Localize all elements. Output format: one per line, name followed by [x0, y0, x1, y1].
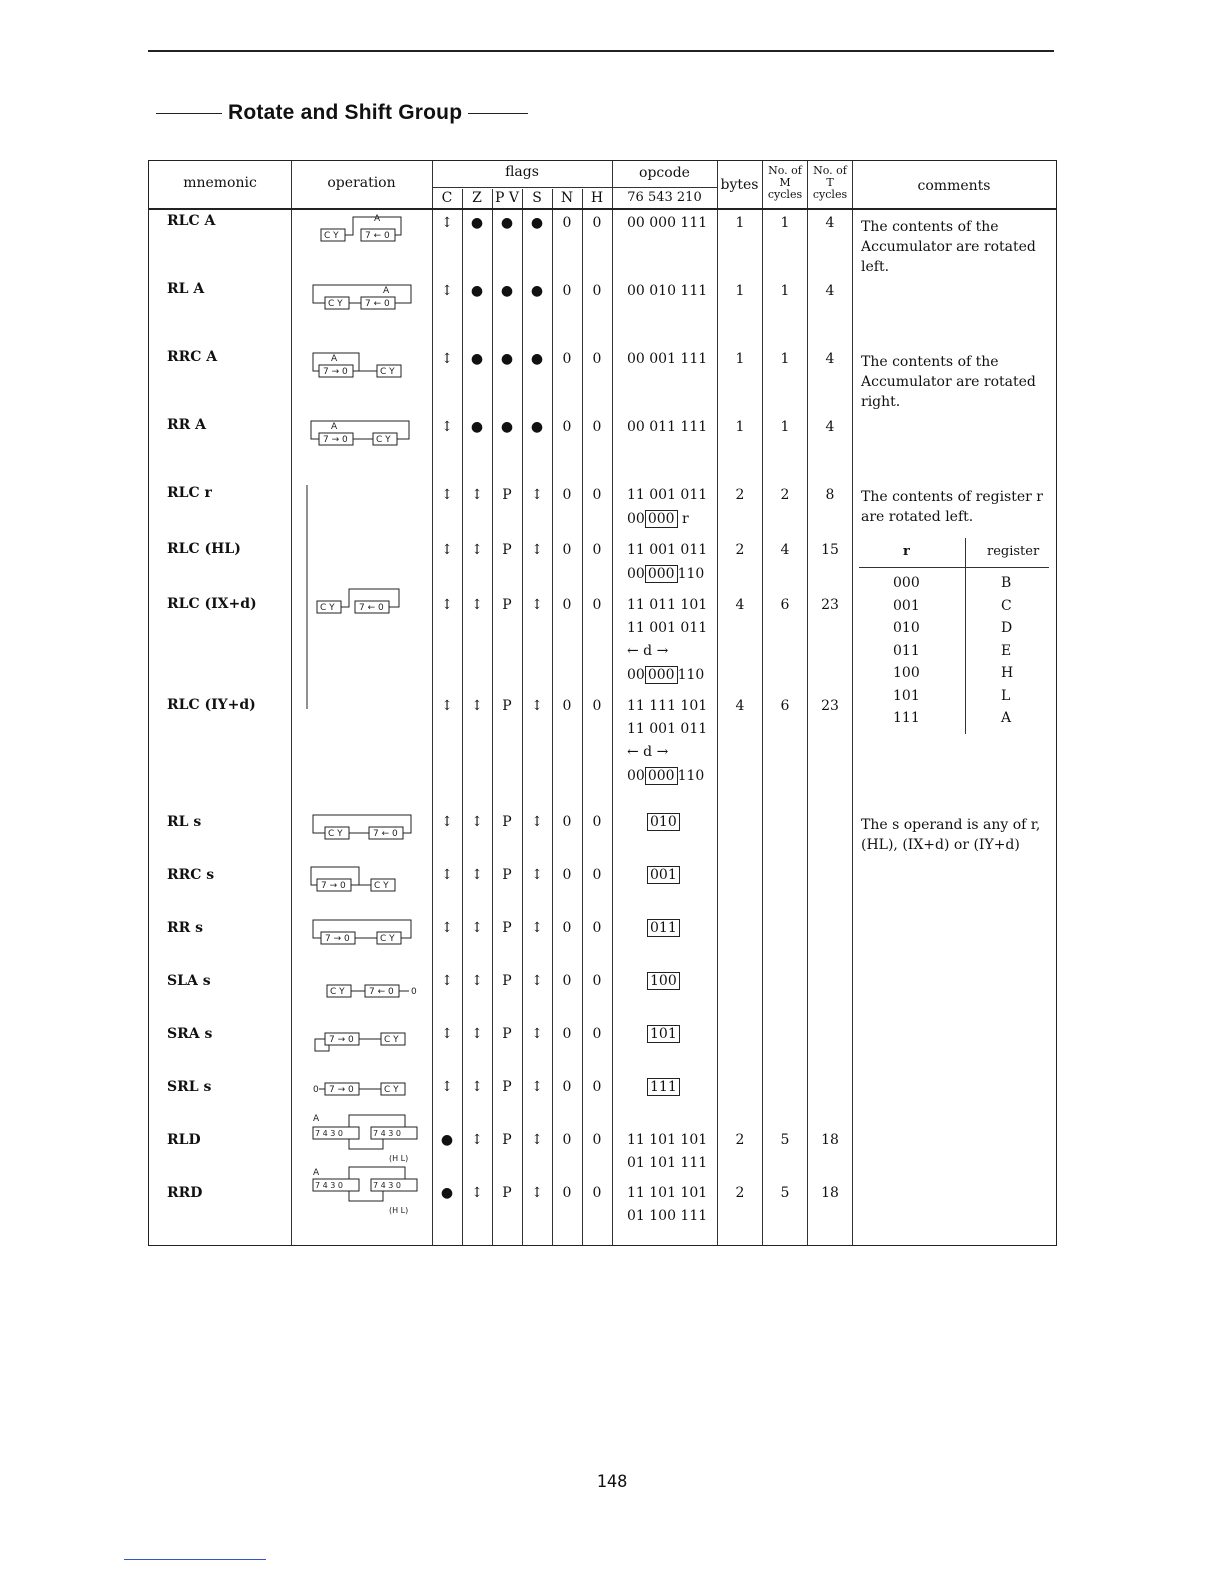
flag-cell: 0 — [592, 814, 602, 830]
diagram-rld — [313, 1114, 417, 1163]
svg-text:C Y: C Y — [384, 1085, 399, 1095]
flag-cell: 0 — [592, 698, 602, 714]
opcode-suffix: 110 — [677, 768, 705, 784]
flag-cell: ↕ — [471, 1079, 483, 1095]
flag-cell: 0 — [562, 973, 572, 989]
opcode-boxed-bits: 011 — [647, 919, 680, 937]
col-sep — [807, 161, 808, 1245]
svg-text:0: 0 — [411, 987, 417, 997]
svg-text:A: A — [331, 354, 338, 364]
footer-link-rule — [124, 1559, 266, 1560]
mnemonic-cell: RR s — [167, 920, 204, 936]
register-divider — [965, 538, 966, 734]
flag-cell: ↕ — [441, 973, 453, 989]
instruction-table — [148, 160, 1057, 1246]
flag-cell: P — [502, 973, 512, 989]
flag-cell: 0 — [592, 867, 602, 883]
register-col-r: r — [903, 544, 910, 559]
flag-cell: 0 — [592, 351, 602, 367]
opcode-cell — [627, 667, 704, 683]
flag-cell: P — [502, 1026, 512, 1042]
flag-cell: ● — [470, 419, 484, 435]
t-cycles-cell: 23 — [821, 698, 839, 714]
flag-cell: ↕ — [531, 597, 543, 613]
svg-text:7 4 3 0: 7 4 3 0 — [373, 1181, 401, 1190]
flag-cell: 0 — [562, 1026, 572, 1042]
operation-diagrams — [299, 209, 429, 1245]
m-cycles-cell: 5 — [780, 1185, 790, 1201]
m-cycles-cell: 4 — [780, 542, 790, 558]
svg-text:(H L): (H L) — [389, 1154, 409, 1163]
bytes-cell: 4 — [735, 597, 745, 613]
opcode-cell: 01 101 111 — [627, 1155, 708, 1171]
opcode-boxed-bits: 000 — [645, 666, 678, 684]
opcode-boxed-bits: 000 — [645, 510, 678, 528]
header-operation: operation — [327, 175, 396, 191]
register-code: 100 — [893, 665, 920, 681]
mnemonic-cell: RLC (IX+d) — [167, 596, 257, 612]
flag-cell: ● — [500, 351, 514, 367]
bytes-cell: 1 — [735, 283, 745, 299]
flag-cell: P — [502, 487, 512, 503]
flag-cell: ● — [470, 351, 484, 367]
flag-cell: ↕ — [441, 542, 453, 558]
diagram-srl-s — [313, 1083, 405, 1095]
m-cycles-cell: 1 — [780, 283, 790, 299]
flag-cell: ● — [470, 215, 484, 231]
t-cycles-cell: 8 — [825, 487, 835, 503]
flag-cell: ↕ — [471, 1132, 483, 1148]
opcode-cell: 11 101 101 — [627, 1185, 708, 1201]
header-flag-c: C — [441, 190, 453, 206]
svg-text:C Y: C Y — [328, 299, 343, 309]
flag-cell: ↕ — [471, 597, 483, 613]
t-cycles-cell: 18 — [821, 1132, 839, 1148]
flag-cell: ↕ — [471, 487, 483, 503]
opcode-boxed-bits: 000 — [645, 767, 678, 785]
svg-text:7 → 0: 7 → 0 — [329, 1085, 354, 1095]
diagram-acc-label: A — [374, 214, 381, 224]
flag-cell: 0 — [592, 973, 602, 989]
t-cycles-cell: 4 — [825, 215, 835, 231]
opcode-boxed-bits: 100 — [647, 972, 680, 990]
t-cycles-cell: 15 — [821, 542, 839, 558]
page-number: 148 — [596, 1472, 628, 1492]
mnemonic-cell: RR A — [167, 417, 207, 433]
flag-cell: ↕ — [441, 215, 453, 231]
flag-cell: ↕ — [471, 814, 483, 830]
flag-cell: ↕ — [471, 920, 483, 936]
flag-cell: 0 — [562, 597, 572, 613]
flag-cell: ↕ — [531, 867, 543, 883]
m-cycles-cell: 5 — [780, 1132, 790, 1148]
flag-cell: P — [502, 698, 512, 714]
section-title-text: Rotate and Shift Group — [228, 101, 463, 124]
flag-cell: 0 — [592, 1026, 602, 1042]
flag-cell: ↕ — [441, 920, 453, 936]
flag-cell: 0 — [562, 698, 572, 714]
diagram-rrc-s — [311, 867, 395, 891]
register-code: 000 — [893, 575, 920, 591]
flag-cell: ● — [530, 419, 544, 435]
header-flag-h: H — [590, 190, 604, 206]
register-code: 010 — [893, 620, 920, 636]
col-sep — [612, 161, 613, 1245]
comment-rotate-left: The contents of the Accumulator are rotated left. — [861, 219, 1036, 275]
flag-cell: 0 — [562, 542, 572, 558]
svg-text:C Y: C Y — [384, 1035, 399, 1045]
mnemonic-cell: RLC (HL) — [167, 541, 241, 557]
svg-text:7 4 3 0: 7 4 3 0 — [373, 1129, 401, 1138]
diagram-rrd — [313, 1167, 417, 1215]
register-code: 011 — [893, 642, 920, 659]
flag-cell: ↕ — [471, 698, 483, 714]
header-flag-z: Z — [472, 190, 482, 206]
header-flag-pv: P V — [495, 190, 519, 206]
flag-cell: ↕ — [531, 973, 543, 989]
diagram-sra-s — [315, 1033, 405, 1051]
flag-cell: 0 — [562, 1079, 572, 1095]
flag-cell: ↕ — [471, 542, 483, 558]
register-col-register: register — [987, 544, 1040, 559]
t-cycles-cell: 18 — [821, 1185, 839, 1201]
opcode-boxed-bits: 010 — [647, 813, 680, 831]
svg-text:A: A — [383, 286, 390, 296]
m-cycles-cell: 6 — [780, 597, 790, 613]
opcode-displacement: ← d → — [627, 744, 669, 760]
flag-cell: ● — [530, 351, 544, 367]
svg-text:C Y: C Y — [380, 934, 395, 944]
register-name: B — [1001, 575, 1012, 591]
flag-cell: ↕ — [441, 283, 453, 299]
flag-cell: ● — [500, 215, 514, 231]
header-flags: flags — [505, 164, 539, 180]
svg-text:7 ← 0: 7 ← 0 — [373, 829, 398, 839]
flag-cell: P — [502, 1185, 512, 1201]
col-sep — [717, 161, 718, 1245]
m-cycles-cell: 1 — [780, 351, 790, 367]
title-dash-right — [468, 113, 528, 115]
flag-cell: ↕ — [531, 1132, 543, 1148]
flag-cell: ↕ — [441, 419, 453, 435]
mnemonic-cell: RL A — [167, 281, 205, 297]
flag-cell: ↕ — [441, 487, 453, 503]
svg-text:A: A — [313, 1114, 320, 1124]
register-name: E — [1001, 642, 1012, 659]
svg-text:C Y: C Y — [374, 881, 389, 891]
svg-text:7 → 0: 7 → 0 — [323, 435, 348, 445]
svg-text:7 → 0: 7 → 0 — [329, 1035, 354, 1045]
diagram-rr-a — [311, 421, 409, 445]
svg-text:7 → 0: 7 → 0 — [325, 934, 350, 944]
opcode-cell: 00 001 111 — [627, 351, 708, 367]
svg-text:C Y: C Y — [380, 367, 395, 377]
bytes-cell: 1 — [735, 215, 745, 231]
register-name: A — [1001, 710, 1012, 726]
flag-cell: P — [502, 867, 512, 883]
flag-cell: 0 — [562, 867, 572, 883]
flag-cell: 0 — [562, 487, 572, 503]
svg-text:7 ← 0: 7 ← 0 — [369, 987, 394, 997]
opcode-suffix: r — [682, 511, 689, 527]
mnemonic-cell: RRC s — [167, 867, 215, 883]
opcode-cell: 00 000 111 — [627, 215, 708, 231]
flag-cell: ● — [470, 283, 484, 299]
t-cycles-cell: 4 — [825, 351, 835, 367]
opcode-boxed-bits: 101 — [647, 1025, 680, 1043]
flags-subline — [432, 187, 612, 188]
flag-cell: 0 — [592, 542, 602, 558]
svg-text:C Y: C Y — [328, 829, 343, 839]
svg-text:7 4 3 0: 7 4 3 0 — [315, 1129, 343, 1138]
opcode-suffix: 110 — [677, 667, 705, 683]
t-cycles-cell: 23 — [821, 597, 839, 613]
flag-cell: 0 — [592, 419, 602, 435]
opcode-cell — [627, 566, 704, 582]
bytes-cell: 2 — [735, 1132, 745, 1148]
diagram-rl-a — [313, 285, 411, 309]
t-cycles-cell: 4 — [825, 419, 835, 435]
svg-text:A: A — [313, 1168, 320, 1178]
mnemonic-cell: RLC r — [167, 485, 212, 501]
opcode-boxed-bits: 000 — [645, 565, 678, 583]
flag-cell: 0 — [592, 487, 602, 503]
flag-cell: ↕ — [471, 1185, 483, 1201]
flag-cell: 0 — [592, 283, 602, 299]
flag-cell: ↕ — [531, 698, 543, 714]
top-rule — [148, 50, 1054, 52]
opcode-boxed-bits: 111 — [647, 1078, 680, 1096]
register-name: L — [1001, 687, 1011, 704]
flag-cell: ↕ — [471, 973, 483, 989]
flag-cell: ● — [530, 283, 544, 299]
register-name: C — [1001, 597, 1012, 614]
mnemonic-cell: SRL s — [167, 1079, 212, 1095]
svg-text:7 4 3 0: 7 4 3 0 — [315, 1181, 343, 1190]
col-sep — [291, 161, 292, 1245]
flag-cell: ↕ — [441, 814, 453, 830]
bytes-cell: 2 — [735, 542, 745, 558]
opcode-cell: 11 001 011 — [627, 542, 708, 558]
flag-cell: ↕ — [441, 867, 453, 883]
opcode-prefix: 00 — [627, 566, 645, 582]
flag-cell: ↕ — [531, 1185, 543, 1201]
opcode-subline — [612, 187, 717, 188]
flag-sep — [462, 189, 463, 1245]
opcode-cell: 01 100 111 — [627, 1208, 708, 1224]
mnemonic-cell: RRD — [167, 1185, 203, 1201]
flag-cell: ↕ — [531, 487, 543, 503]
flag-cell: ↕ — [441, 698, 453, 714]
flag-sep — [492, 189, 493, 1245]
diagram-rr-s — [313, 920, 411, 944]
register-name: H — [1001, 665, 1014, 681]
header-flag-s: S — [532, 190, 542, 206]
flag-cell: 0 — [592, 920, 602, 936]
svg-text:C Y: C Y — [330, 987, 345, 997]
flag-cell: ● — [440, 1132, 454, 1148]
flag-cell: ↕ — [531, 1026, 543, 1042]
m-cycles-cell: 1 — [780, 419, 790, 435]
header-m-cycles: No. of M cycles — [767, 164, 803, 201]
t-cycles-cell: 4 — [825, 283, 835, 299]
flag-cell: ↕ — [531, 542, 543, 558]
header-opcode: opcode — [639, 165, 690, 181]
comment-rotate-right: The contents of the Accumulator are rotated right. — [861, 354, 1036, 410]
bytes-cell: 1 — [735, 351, 745, 367]
flag-sep — [552, 189, 553, 1245]
diagram-rl-s — [313, 815, 411, 839]
register-code: 001 — [893, 597, 920, 614]
header-mnemonic: mnemonic — [183, 175, 257, 191]
mnemonic-cell: SRA s — [167, 1026, 213, 1042]
flag-cell: ↕ — [471, 867, 483, 883]
header-flag-n: N — [560, 190, 574, 206]
bytes-cell: 2 — [735, 487, 745, 503]
flag-cell: ↕ — [471, 1026, 483, 1042]
section-title — [150, 101, 534, 125]
flag-cell: ↕ — [441, 351, 453, 367]
header-t-cycles: No. of T cycles — [812, 164, 848, 201]
mnemonic-cell: RLC A — [167, 213, 216, 229]
bytes-cell: 1 — [735, 419, 745, 435]
flag-cell: ↕ — [531, 1079, 543, 1095]
opcode-cell: 11 101 101 — [627, 1132, 708, 1148]
flag-cell: 0 — [592, 1185, 602, 1201]
flag-cell: P — [502, 542, 512, 558]
svg-text:7 ← 0: 7 ← 0 — [359, 603, 384, 613]
opcode-cell: 11 001 011 — [627, 721, 708, 737]
mnemonic-cell: SLA s — [167, 973, 211, 989]
flag-cell: 0 — [562, 1132, 572, 1148]
mnemonic-cell: RLC (IY+d) — [167, 697, 256, 713]
opcode-suffix: 110 — [677, 566, 705, 582]
comment-s-operand: The s operand is any of r, (HL), (IX+d) or (IY+d) — [861, 817, 1041, 853]
flag-cell: P — [502, 1132, 512, 1148]
register-name: D — [1001, 620, 1013, 636]
opcode-displacement: ← d → — [627, 643, 669, 659]
bytes-cell: 2 — [735, 1185, 745, 1201]
svg-text:0: 0 — [313, 1085, 319, 1095]
flag-cell: 0 — [592, 215, 602, 231]
flag-cell: ● — [500, 419, 514, 435]
m-cycles-cell: 6 — [780, 698, 790, 714]
opcode-cell: 11 001 011 — [627, 620, 708, 636]
col-sep — [852, 161, 853, 1245]
comment-register-left: The contents of register r are rotated left. — [861, 489, 1043, 525]
flag-cell: 0 — [592, 597, 602, 613]
opcode-boxed-bits: 001 — [647, 866, 680, 884]
flag-cell: P — [502, 1079, 512, 1095]
diagram-sla-s — [327, 985, 417, 997]
register-rule — [859, 567, 1049, 568]
flag-sep — [522, 189, 523, 1245]
header-comments: comments — [917, 178, 991, 194]
opcode-cell: 11 111 101 — [627, 698, 708, 714]
diagram-cy-label: C Y — [324, 231, 339, 241]
svg-text:A: A — [331, 422, 338, 432]
opcode-cell: 11 011 101 — [627, 597, 708, 613]
flag-cell: ↕ — [531, 814, 543, 830]
flag-cell: 0 — [592, 1132, 602, 1148]
mnemonic-cell: RRC A — [167, 349, 218, 365]
register-code-table — [859, 536, 1055, 736]
title-dash-left — [156, 113, 222, 115]
register-code: 101 — [893, 687, 920, 704]
flag-cell: P — [502, 814, 512, 830]
opcode-cell: 00 011 111 — [627, 419, 708, 435]
flag-cell: ↕ — [531, 920, 543, 936]
mnemonic-cell: RL s — [167, 814, 202, 830]
bytes-cell: 4 — [735, 698, 745, 714]
opcode-cell: 00 010 111 — [627, 283, 708, 299]
flag-cell: 0 — [562, 419, 572, 435]
opcode-cell: 11 001 011 — [627, 487, 708, 503]
header-bytes: bytes — [720, 177, 759, 193]
m-cycles-cell: 1 — [780, 215, 790, 231]
flag-cell: 0 — [562, 283, 572, 299]
flag-cell: 0 — [562, 920, 572, 936]
svg-text:7 → 0: 7 → 0 — [323, 367, 348, 377]
flag-cell: 0 — [562, 1185, 572, 1201]
opcode-prefix: 00 — [627, 511, 645, 527]
svg-text:C Y: C Y — [376, 435, 391, 445]
header-opcode-bits: 76 543 210 — [627, 190, 702, 205]
mnemonic-cell: RLD — [167, 1132, 201, 1148]
flag-cell: ↕ — [441, 1079, 453, 1095]
svg-text:7 → 0: 7 → 0 — [321, 881, 346, 891]
opcode-prefix: 00 — [627, 667, 645, 683]
svg-text:C Y: C Y — [320, 603, 335, 613]
flag-cell: 0 — [562, 351, 572, 367]
flag-cell: ↕ — [441, 1026, 453, 1042]
col-sep — [762, 161, 763, 1245]
flag-cell: ● — [530, 215, 544, 231]
svg-text:(H L): (H L) — [389, 1206, 409, 1215]
opcode-cell — [627, 768, 704, 784]
flag-cell: 0 — [562, 814, 572, 830]
flag-cell: 0 — [562, 215, 572, 231]
diagram-rlc-group — [307, 485, 429, 709]
opcode-prefix: 00 — [627, 768, 645, 784]
diagram-bits-label: 7 ← 0 — [365, 231, 390, 241]
flag-cell: ↕ — [441, 597, 453, 613]
flag-sep — [582, 189, 583, 1245]
m-cycles-cell: 2 — [780, 487, 790, 503]
flag-cell: ● — [500, 283, 514, 299]
register-code: 111 — [893, 710, 920, 726]
diagram-rrc-a — [313, 353, 401, 377]
svg-text:7 ← 0: 7 ← 0 — [365, 299, 390, 309]
flag-cell: 0 — [592, 1079, 602, 1095]
flag-cell: P — [502, 597, 512, 613]
flag-cell: ● — [440, 1185, 454, 1201]
col-sep — [432, 161, 433, 1245]
opcode-cell — [627, 511, 689, 527]
header-rule — [149, 208, 1056, 210]
flag-cell: P — [502, 920, 512, 936]
diagram-rlc-a — [321, 214, 401, 241]
